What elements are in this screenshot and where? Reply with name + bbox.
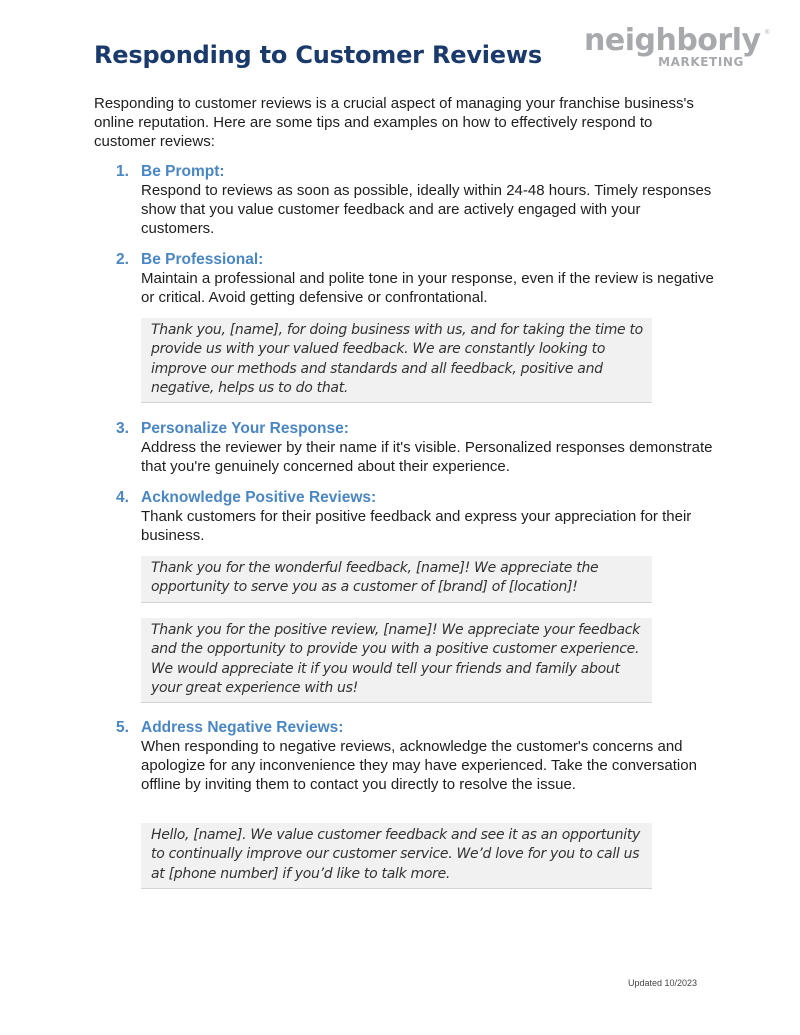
tip-heading [116,488,716,507]
tip-heading [116,419,716,438]
tip-be-professional [116,250,716,307]
tip-title: Acknowledge Positive Reviews: [141,489,377,506]
logo-trademark: ® [765,30,770,36]
tip-title: Personalize Your Response: [141,420,349,437]
tip-body: Address the reviewer by their name if it's visible. Personalized responses demonstrate that you're genuinely concerned about their experience. [141,439,713,475]
tip-body: Maintain a professional and polite tone in your response, even if the review is negative or critical. Avoid getting defensive or confrontational. [141,270,714,306]
tip-number: 3. [116,420,129,437]
logo-subtitle: MARKETING [658,55,744,69]
tip-be-prompt [116,162,716,238]
example-response-negative: Hello, [name]. We value customer feedback and see it as an opportunity to continually improve our customer service. We’d love for you to call us at [phone number] if you’d like to talk more. [141,823,652,889]
tip-number: 2. [116,251,129,268]
tip-title: Address Negative Reviews: [141,719,344,736]
example-response-positive-2: Thank you for the positive review, [name]! We appreciate your feedback and the opportunity to provide you with a positive customer experience. We would appreciate it if you would tell your friends and family about your great experience with us! [141,618,652,703]
page-title: Responding to Customer Reviews [94,41,542,69]
tip-body: Respond to reviews as soon as possible, ideally within 24-48 hours. Timely responses show that you value customer feedback and are actively engaged with your customers. [141,182,712,237]
example-response-professional: Thank you, [name], for doing business with us, and for taking the time to provide us with your valued feedback. We are constantly looking to improve our methods and standards and all feedback, positive and negative, helps us to do that. [141,318,652,403]
intro-paragraph: Responding to customer reviews is a crucial aspect of managing your franchise business's online reputation. Here are some tips and examples on how to effectively respond to customer reviews: [94,95,694,150]
updated-date: Updated 10/2023 [628,978,698,988]
logo-wordmark: neighborly [584,23,761,58]
tip-heading [116,162,716,181]
example-response-positive-1: Thank you for the wonderful feedback, [name]! We appreciate the opportunity to serve you as a customer of [brand] of [location]! [141,556,652,603]
tip-title: Be Prompt: [141,163,225,180]
tip-address-negative [116,718,716,794]
tip-acknowledge-positive [116,488,716,545]
tip-number: 5. [116,719,129,736]
tip-body: Thank customers for their positive feedback and express your appreciation for their business. [141,508,692,544]
tip-heading [116,250,716,269]
neighborly-marketing-logo [584,24,774,70]
tip-number: 1. [116,163,129,180]
tip-number: 4. [116,489,129,506]
tip-personalize [116,419,716,476]
tip-title: Be Professional: [141,251,264,268]
tip-heading [116,718,716,737]
tip-body: When responding to negative reviews, acknowledge the customer's concerns and apologize for any inconvenience they may have experienced. Take the conversation offline by inviting them to contact you directly to resolve the issue. [141,738,697,793]
